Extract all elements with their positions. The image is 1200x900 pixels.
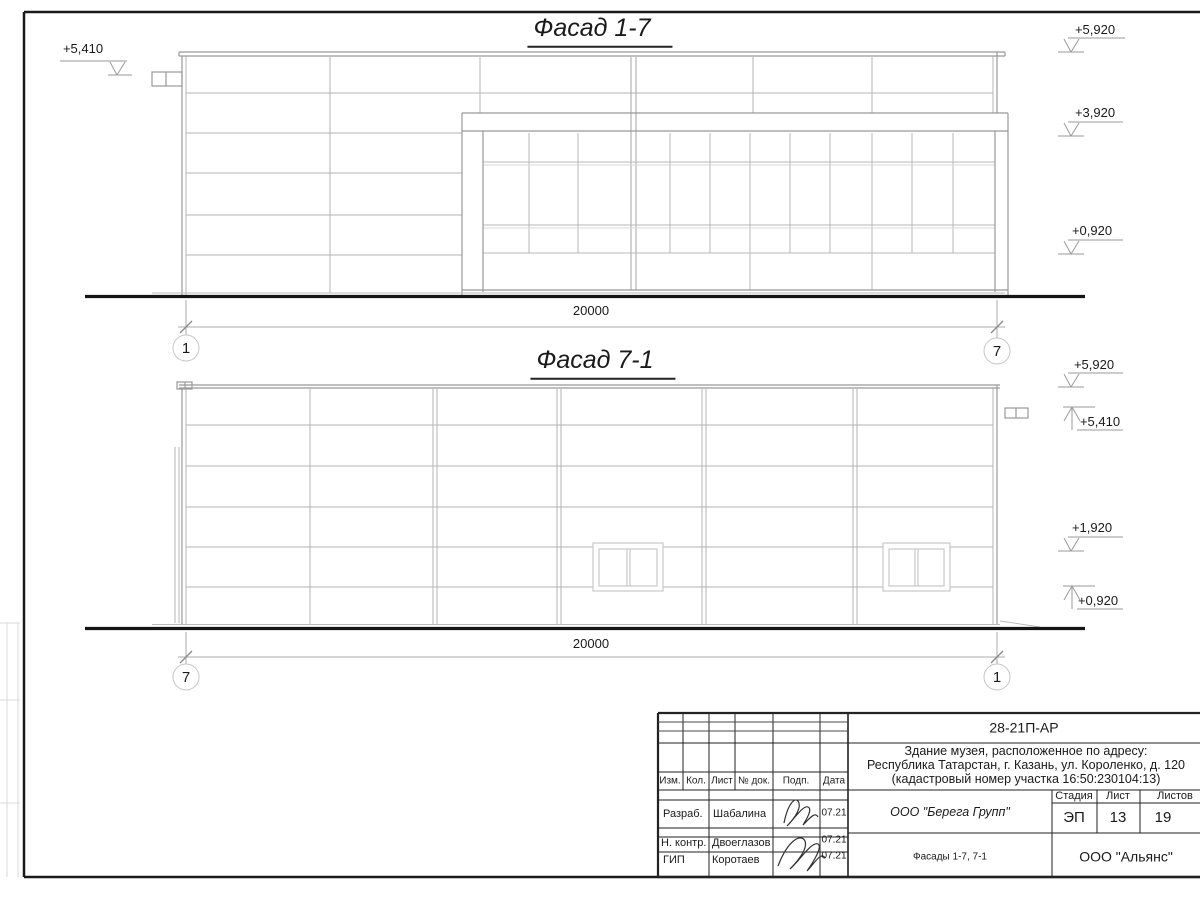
axis-label: 1 bbox=[181, 339, 191, 357]
titleblock-doc-number: 28-21П-АР bbox=[989, 719, 1059, 736]
titleblock-customer-org: ООО "Альянс" bbox=[1079, 848, 1173, 865]
facade-top-title: Фасад 1-7 bbox=[527, 15, 672, 48]
titleblock-col-izm: Изм. bbox=[659, 775, 681, 787]
dimension-label-bottom: 20000 bbox=[572, 635, 610, 651]
window bbox=[593, 543, 663, 591]
titleblock-col-kol: Кол. bbox=[686, 775, 706, 787]
elevation-mark-label: +5,410 bbox=[1079, 413, 1121, 429]
left-margin-fragment bbox=[0, 623, 20, 877]
axis-label: 7 bbox=[181, 668, 191, 686]
titleblock-listov-label: Листов bbox=[1157, 789, 1193, 802]
titleblock-row3-name: Коротаев bbox=[712, 853, 760, 866]
titleblock-stage-value: ЭП bbox=[1063, 808, 1085, 826]
titleblock-list-value: 13 bbox=[1109, 808, 1127, 826]
elevation-mark-label: +0,920 bbox=[1077, 592, 1119, 608]
elevation-mark-label: +3,920 bbox=[1074, 104, 1116, 120]
titleblock-row2-date: 07.21 bbox=[821, 834, 847, 846]
facade-bottom-title: Фасад 7-1 bbox=[530, 347, 675, 380]
facade-1-7-drawing bbox=[85, 52, 1085, 297]
titleblock-sheet-title: Фасады 1-7, 7-1 bbox=[913, 851, 987, 863]
titleblock-list-label: Лист bbox=[1106, 789, 1130, 802]
titleblock-col-podp: Подп. bbox=[782, 775, 810, 787]
axis-label: 1 bbox=[992, 668, 1002, 686]
titleblock-row1-role: Разраб. bbox=[663, 807, 703, 820]
titleblock-col-data: Дата bbox=[822, 775, 846, 787]
titleblock-object-line1: Здание музея, расположенное по адресу: bbox=[904, 744, 1148, 759]
elevation-mark-label: +0,920 bbox=[1071, 222, 1113, 238]
facade-7-1-drawing bbox=[85, 382, 1085, 629]
axis-label: 7 bbox=[992, 342, 1002, 360]
dimension-label-top: 20000 bbox=[572, 302, 610, 318]
titleblock-stage-label: Стадия bbox=[1055, 789, 1093, 802]
elevation-mark-label: +5,410 bbox=[62, 40, 104, 56]
titleblock-col-doc: № док. bbox=[737, 775, 771, 787]
titleblock-row1-name: Шабалина bbox=[713, 807, 767, 820]
titleblock-col-list: Лист bbox=[711, 775, 733, 787]
elevation-mark-label: +5,920 bbox=[1073, 356, 1115, 372]
titleblock-object-line2: Республика Татарстан, г. Казань, ул. Короленко, д. 120 bbox=[866, 758, 1186, 773]
titleblock-row3-date: 07.21 bbox=[821, 850, 847, 862]
titleblock-row3-role: ГИП bbox=[663, 853, 685, 866]
window bbox=[883, 543, 950, 591]
titleblock-object-line3: (кадастровый номер участка 16:50:230104:13) bbox=[891, 772, 1161, 787]
signature bbox=[778, 800, 825, 871]
titleblock-listov-value: 19 bbox=[1154, 808, 1172, 826]
facade-7-1-elevation-marks bbox=[1058, 373, 1123, 609]
elevation-mark-label: +5,920 bbox=[1074, 21, 1116, 37]
elevation-mark-label: +1,920 bbox=[1071, 519, 1113, 535]
titleblock-row1-date: 07.21 bbox=[821, 807, 847, 819]
facade-1-7-elevation-marks bbox=[60, 38, 1125, 254]
titleblock-designer-org: ООО "Берега Групп" bbox=[890, 805, 1010, 820]
titleblock-row2-role: Н. контр. bbox=[661, 836, 707, 849]
titleblock-row2-name: Двоеглазов bbox=[712, 836, 771, 849]
